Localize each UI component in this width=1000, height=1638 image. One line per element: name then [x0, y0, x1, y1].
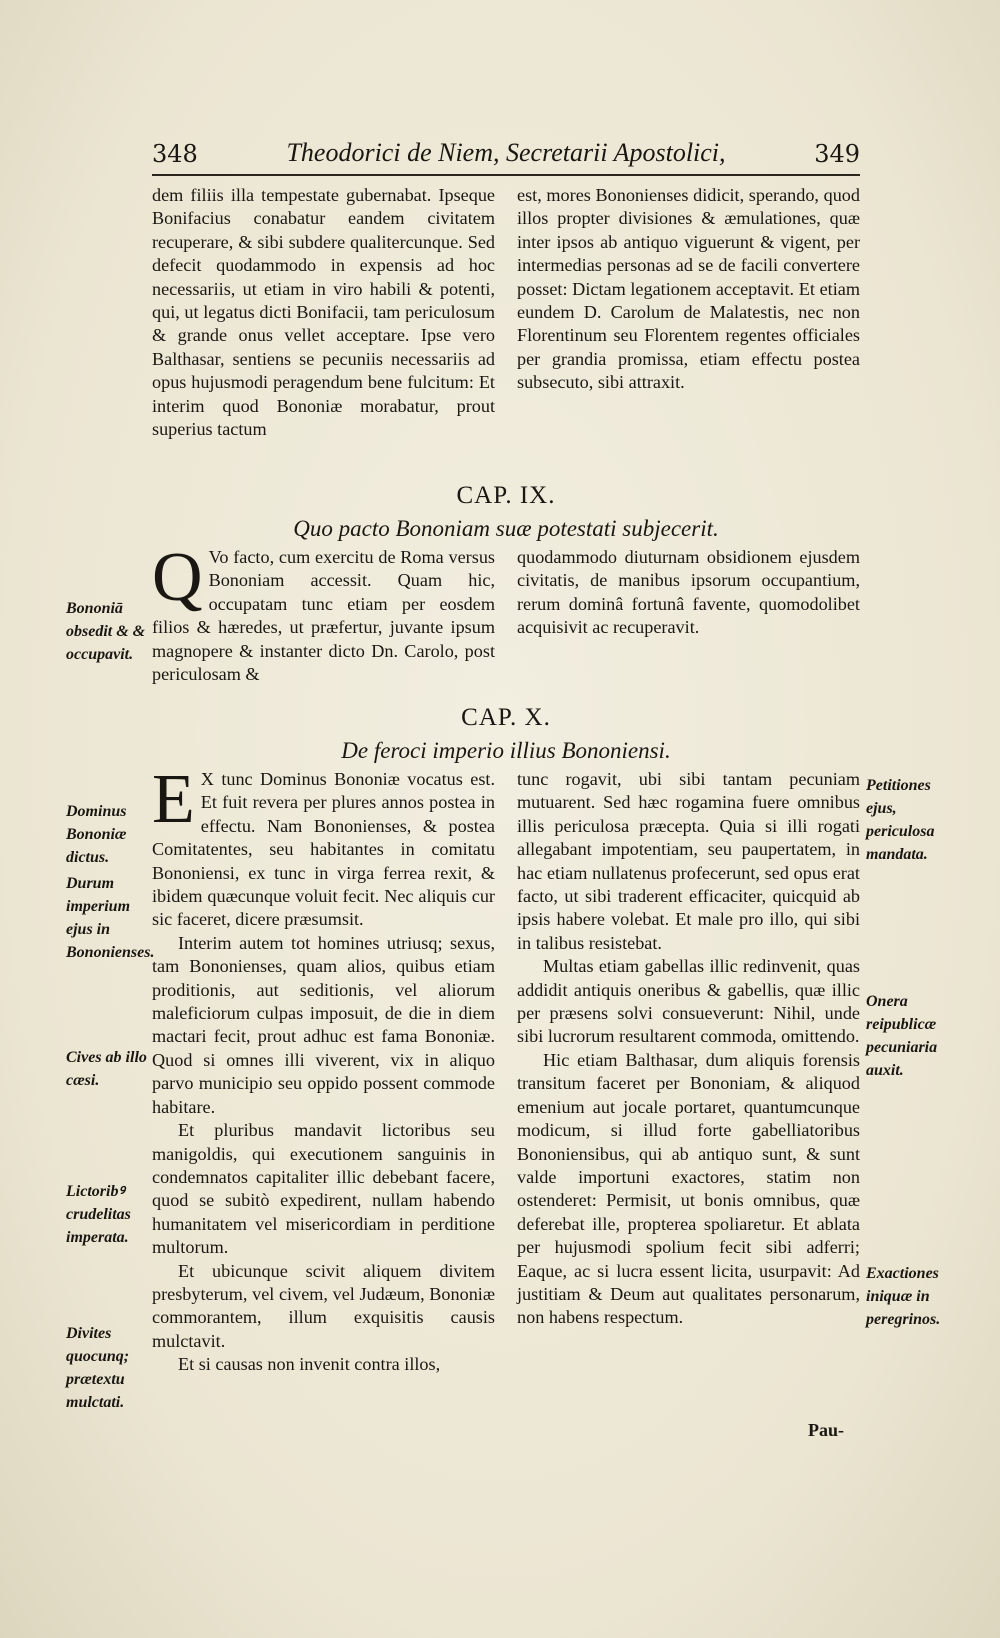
paragraph: Et si causas non invenit contra illos, [178, 1354, 441, 1375]
paragraph: est, mores Bononienses didicit, sperando, quod illos propter divisiones & æmulationes, quæ inter ipsos ab antiquo viguerunt & vigent, per intermedias personas ad se de facili convertere posset: Dictam legationem acceptavit. Et etiam eundem D. Carolum de Malatestis, nec non Florentinum seu Florentem regentes officiales per grandia promissa, etiam effectu postea subsecuto, sibi attraxit. [517, 185, 860, 393]
cap9-right-column [517, 546, 860, 640]
paragraph: dem filiis illa tempestate gubernabat. Ipseque Bonifacius conabatur eandem civitatem recuperare, & sibi subdere qualitercunque. Sed defecit quodammodo in expensis ad hoc necessariis, ut etiam in viro habili & potenti, qui, ut legatus dicti Bonifacii, tam periculosum & grande onus vellet acceptare. Ipse vero Balthasar, sentiens se pecuniis necessariis ad opus hujusmodi peragendum bene fulcitum: Et interim quod Bononiæ morabatur, prout superius tactum [152, 185, 495, 440]
paragraph: X tunc Dominus Bononiæ vocatus est. Et fuit revera per plures annos postea in effectu. Nam Bononienses, & postea Comitatentes, seu habitantes in comitatu Bononiensi, ex tunc in virga ferrea rexit, & ibidem quæcunque voluit fecit. Nec aliquis cur sic faceret, dicere præsumsit. [152, 769, 495, 930]
margin-note: Cives ab illo cæsi. [66, 1049, 147, 1089]
top-right-column [517, 184, 860, 395]
top-left-column [152, 184, 495, 441]
paragraph: Hic etiam Balthasar, dum aliquis forensis transitum faceret per Bononiam, & aliquod emenium aut jocale portaret, quantumcunque modicum, si illud forte gabelliatoribus Bononiensibus, qui ab antiquo sunt, & sunt valde importuni exactores, statim non ostenderet: Permisit, ut bonis omnibus, quæ deferebat ille, propterea spoliaretur. Et ablata per hujusmodi spolium fecit sibi adferri; Eaque, ac si lucra essent licita, usurpavit: Ad justitiam & Deum aut qualitates personarum, non habens respectum. [517, 1049, 860, 1328]
cap10-right-column [517, 768, 860, 1330]
chapter-subtitle-ix: Quo pacto Bononiam suæ potestati subjecerit. [293, 516, 719, 541]
margin-note: Petitiones ejus, periculosa mandata. [866, 777, 935, 863]
paragraph: Interim autem tot homines utriusq; sexus, tam Bononienses, quam alios, quibus etiam proditionis, aut seditionis, vel aliorum maleficiorum culpas imposuit, de die in diem mactari fecit, prout adhuc est fama Bononiæ. Quod si omnes illi viverent, vix in aliquo parvo municipio seu oppido possent commode habitare. [152, 932, 495, 1117]
page-number-left: 348 [152, 140, 198, 168]
cap9-left-column [152, 539, 495, 686]
paragraph: quodammodo diuturnam obsidionem ejusdem civitatis, de manibus ipsorum occupantium, rerum dominâ fortunâ favente, quomodolibet acquisivit ac recuperavit. [517, 547, 860, 638]
cap10-left-column [152, 761, 495, 1377]
margin-note: Divites quocunq; prætextu mulctati. [66, 1325, 130, 1411]
drop-cap: Q [152, 539, 203, 616]
margin-note: Dominus Bononiæ dictus. [66, 803, 127, 866]
page-header [152, 138, 860, 176]
paragraph: tunc rogavit, ubi sibi tantam pecuniam mutuarent. Sed hæc rogamina fuere omnibus illis periculosa præcepta. Quia si illi rogati allegabant impotentiam, seu paupertatem, in hac etiam nullatenus profecerunt, sed opus erat facto, ut sibi traderent efficaciter, quicquid ab ipsis habere volebat. Et male pro illo, qui sibi in talibus resistebat. [517, 769, 860, 953]
chapter-subtitle-x: De feroci imperio illius Bononiensi. [341, 738, 671, 763]
margin-note: Lictoribꝰ crudelitas imperata. [66, 1183, 131, 1246]
paragraph: Et pluribus mandavit lictoribus seu manigoldis, qui executionem sanguinis in condemnatos capitaliter illic debebant facere, quod se subitò expedirent, nullam habendo humanitatem vel misericordiam in perditione multorum. [152, 1120, 495, 1258]
running-title: Theodorici de Niem, Secretarii Apostolici, [286, 138, 726, 167]
paragraph: Vo facto, cum exercitu de Roma versus Bononiam accessit. Quam hic, occupatam tunc etiam per eosdem filios & hæredes, ut præfertur, juvante ipsum magnopere & instanter dicto Dn. Carolo, post periculosam & [152, 547, 495, 685]
chapter-heading-ix: CAP. IX. [456, 482, 556, 509]
chapter-heading-x: CAP. X. [461, 704, 551, 731]
paragraph: Multas etiam gabellas illic redinvenit, quas addidit antiquis oneribus & gabellis, quæ illic per præsens solvi consueverunt: Nihil, unde sibi lucrorum resultarent commoda, omittendo. [517, 956, 860, 1047]
margin-note: Bononiā obsedit & & occupavit. [66, 600, 146, 663]
catchword: Pau- [808, 1420, 844, 1440]
margin-note: Durum imperium ejus in Bononienses. [66, 875, 155, 961]
paragraph: Et ubicunque scivit aliquem divitem presbyterum, vel civem, vel Judæum, Bononiæ commorantem, illum exquisitis causis mulctavit. [152, 1260, 495, 1351]
margin-note: Exactiones iniquæ in peregrinos. [866, 1265, 941, 1328]
margin-note: Onera reipublicæ pecuniaria auxit. [866, 993, 938, 1079]
drop-cap: E [152, 761, 195, 838]
page-number-right: 349 [814, 140, 860, 168]
